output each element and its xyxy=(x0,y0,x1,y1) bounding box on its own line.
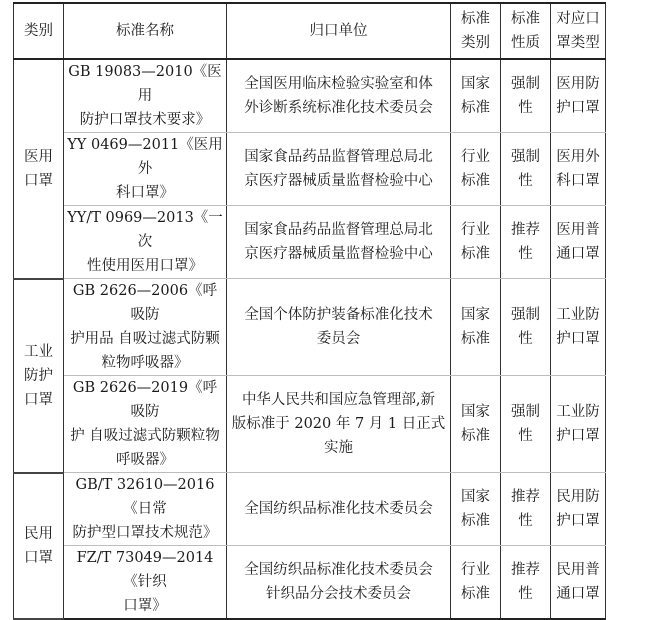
cell-line: 口罩 xyxy=(24,549,53,566)
cell-line: 工业防 xyxy=(556,307,600,323)
table-body xyxy=(14,3,606,619)
cell-line: 医用防 xyxy=(556,76,600,92)
standard-type-cell xyxy=(451,206,501,279)
responsible-unit-cell xyxy=(227,546,451,620)
cell-line: 强制 xyxy=(511,149,540,165)
cell-line: 全国个体防护装备标准化技术 xyxy=(244,307,433,323)
cell-line: 国家 xyxy=(461,404,490,420)
cell-line: 委员会 xyxy=(316,331,361,347)
cell-line: 标准 xyxy=(461,586,490,602)
standard-type-cell xyxy=(451,473,501,546)
cell-line: 性 xyxy=(518,100,533,116)
table-row xyxy=(14,279,606,376)
header-category xyxy=(14,3,64,59)
cell-line: GB/T 32610—2016《日常 xyxy=(75,477,215,517)
cell-line: 标准 xyxy=(461,246,490,262)
mask-type-cell xyxy=(551,206,606,279)
mask-type-cell xyxy=(551,279,606,376)
cell-line: 实施 xyxy=(324,440,353,456)
category-industrial xyxy=(14,279,64,473)
cell-line: 护用品 自吸过滤式防颗 xyxy=(70,331,220,347)
cell-line: 防护型口罩技术规范》 xyxy=(72,525,218,541)
cell-line: GB 19083—2010《医用 xyxy=(68,64,222,104)
category-civilian xyxy=(14,473,64,620)
cell-line: 性使用医用口罩》 xyxy=(87,258,203,274)
standards-table xyxy=(13,2,606,620)
cell-line: 护口罩 xyxy=(556,513,600,529)
cell-line: 性 xyxy=(518,586,533,602)
cell-line: 性 xyxy=(518,331,533,347)
cell-line: 标准 xyxy=(461,100,490,116)
standard-name-cell xyxy=(64,133,227,206)
standard-name-cell xyxy=(64,376,227,473)
cell-line: 国家 xyxy=(461,76,490,92)
cell-line: 京医疗器械质量监督检验中心 xyxy=(244,173,433,189)
cell-line: 民用 xyxy=(24,525,53,542)
cell-line: 防护 xyxy=(24,367,53,384)
cell-line: 行业 xyxy=(461,562,490,578)
cell-line: 民用防 xyxy=(556,489,600,505)
cell-line: 强制 xyxy=(511,307,540,323)
standard-type-cell xyxy=(451,376,501,473)
cell-line: 性 xyxy=(518,428,533,444)
cell-line: 医用 xyxy=(24,148,53,165)
header-standard-type xyxy=(451,3,501,59)
cell-line: 性质 xyxy=(511,35,540,51)
standard-nature-cell xyxy=(501,59,551,133)
responsible-unit-cell xyxy=(227,133,451,206)
cell-line: 推荐 xyxy=(511,222,540,238)
cell-line: FZ/T 73049—2014《针织 xyxy=(76,550,214,590)
cell-line: YY/T 0969—2013《一次 xyxy=(67,210,223,250)
category-medical xyxy=(14,59,64,279)
cell-line: 罩类型 xyxy=(556,35,600,51)
cell-line: 口罩 xyxy=(24,391,53,408)
cell-line: 全国纺织品标准化技术委员会 xyxy=(244,501,433,517)
cell-line: 粒物呼吸器》 xyxy=(101,355,189,371)
standard-nature-cell xyxy=(501,546,551,620)
cell-line: 国家食品药品监督管理总局北 xyxy=(244,149,433,165)
responsible-unit-cell xyxy=(227,206,451,279)
cell-line: 标准名称 xyxy=(116,23,174,39)
cell-line: 推荐 xyxy=(511,562,540,578)
cell-line: 国家食品药品监督管理总局北 xyxy=(244,222,433,238)
table-row xyxy=(14,133,606,206)
standard-name-cell xyxy=(64,473,227,546)
responsible-unit-cell xyxy=(227,376,451,473)
cell-line: 性 xyxy=(518,173,533,189)
cell-line: 对应口 xyxy=(556,11,600,27)
cell-line: 科口罩》 xyxy=(116,185,174,201)
header-responsible-unit xyxy=(227,3,451,59)
table-row xyxy=(14,59,606,133)
cell-line: 国家 xyxy=(461,489,490,505)
mask-type-cell xyxy=(551,473,606,546)
cell-line: 针织品分会技术委员会 xyxy=(266,586,411,602)
table-row xyxy=(14,376,606,473)
responsible-unit-cell xyxy=(227,59,451,133)
cell-line: 强制 xyxy=(511,76,540,92)
cell-line: 中华人民共和国应急管理部,新 xyxy=(241,392,436,408)
cell-line: 医用外 xyxy=(556,149,600,165)
standard-nature-cell xyxy=(501,206,551,279)
cell-line: 性 xyxy=(518,513,533,529)
mask-type-cell xyxy=(551,59,606,133)
header-standard-name xyxy=(64,3,227,59)
cell-line: 呼吸器》 xyxy=(116,452,174,468)
responsible-unit-cell xyxy=(227,473,451,546)
cell-line: 行业 xyxy=(461,222,490,238)
cell-line: 外诊断系统标准化技术委员会 xyxy=(244,100,433,116)
standard-type-cell xyxy=(451,59,501,133)
standard-type-cell xyxy=(451,546,501,620)
cell-line: 科口罩 xyxy=(556,173,600,189)
standard-name-cell xyxy=(64,546,227,620)
mask-type-cell xyxy=(551,376,606,473)
cell-line: 口罩》 xyxy=(123,598,167,614)
cell-line: 通口罩 xyxy=(556,586,600,602)
standard-name-cell xyxy=(64,206,227,279)
standard-nature-cell xyxy=(501,133,551,206)
cell-line: 标准 xyxy=(511,11,540,27)
cell-line: 标准 xyxy=(461,513,490,529)
cell-line: 护口罩 xyxy=(556,428,600,444)
cell-line: 归口单位 xyxy=(309,23,368,39)
header-mask-type xyxy=(551,3,606,59)
cell-line: 推荐 xyxy=(511,489,540,505)
cell-line: 工业 xyxy=(24,343,53,360)
cell-line: GB 2626—2006《呼吸防 xyxy=(72,283,218,323)
cell-line: 通口罩 xyxy=(556,246,600,262)
cell-line: 标准 xyxy=(461,173,490,189)
standard-name-cell xyxy=(64,279,227,376)
header-standard-nature xyxy=(501,3,551,59)
standard-type-cell xyxy=(451,279,501,376)
table-row xyxy=(14,206,606,279)
cell-line: 标准 xyxy=(461,428,490,444)
cell-line: GB 2626—2019《呼吸防 xyxy=(72,380,218,420)
table-row xyxy=(14,546,606,620)
cell-line: 强制 xyxy=(511,404,540,420)
cell-line: 口罩 xyxy=(24,172,53,189)
cell-line: 全国医用临床检验实验室和体 xyxy=(244,76,433,92)
cell-line: 防护口罩技术要求》 xyxy=(79,112,211,128)
cell-line: 类别 xyxy=(461,35,490,51)
standard-name-cell xyxy=(64,59,227,133)
cell-line: 版标准于 2020 年 7 月 1 日正式 xyxy=(231,416,446,432)
cell-line: YY 0469—2011《医用外 xyxy=(67,137,223,177)
cell-line: 标准 xyxy=(461,11,490,27)
cell-line: 护口罩 xyxy=(556,331,600,347)
cell-line: 医用普 xyxy=(556,222,600,238)
cell-line: 性 xyxy=(518,246,533,262)
standard-nature-cell xyxy=(501,473,551,546)
header-row xyxy=(14,3,606,59)
mask-type-cell xyxy=(551,133,606,206)
cell-line: 工业防 xyxy=(556,404,600,420)
cell-line: 京医疗器械质量监督检验中心 xyxy=(244,246,433,262)
cell-line: 护 自吸过滤式防颗粒物 xyxy=(70,428,220,444)
mask-type-cell xyxy=(551,546,606,620)
cell-line: 民用普 xyxy=(556,562,600,578)
cell-line: 行业 xyxy=(461,149,490,165)
cell-line: 类别 xyxy=(24,23,53,39)
table-row xyxy=(14,473,606,546)
responsible-unit-cell xyxy=(227,279,451,376)
standard-nature-cell xyxy=(501,376,551,473)
standard-nature-cell xyxy=(501,279,551,376)
cell-line: 国家 xyxy=(461,307,490,323)
cell-line: 标准 xyxy=(461,331,490,347)
cell-line: 护口罩 xyxy=(556,100,600,116)
cell-line: 全国纺织品标准化技术委员会 xyxy=(244,562,433,578)
standard-type-cell xyxy=(451,133,501,206)
